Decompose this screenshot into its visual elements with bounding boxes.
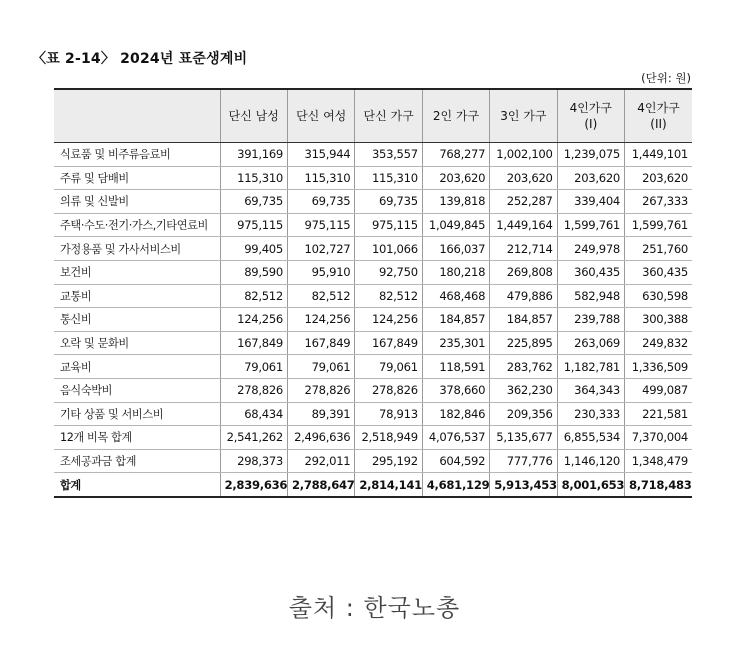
table-cell: 975,115 — [220, 213, 287, 237]
table-cell: 975,115 — [355, 213, 422, 237]
table-cell: 1,336,509 — [625, 355, 693, 379]
column-header-label: 단신 남성 — [228, 109, 279, 123]
table-cell: 1,599,761 — [557, 213, 624, 237]
table-cell: 378,660 — [422, 378, 489, 402]
table-cell: 362,230 — [490, 378, 557, 402]
table-cell: 1,239,075 — [557, 143, 624, 167]
table-cell: 139,818 — [422, 190, 489, 214]
column-header-sub: (I) — [584, 117, 598, 131]
table-cell: 230,333 — [557, 402, 624, 426]
table-cell: 2,814,141 — [355, 473, 422, 497]
row-label: 의류 및 신발비 — [54, 190, 220, 214]
row-label: 통신비 — [54, 308, 220, 332]
table-cell: 69,735 — [355, 190, 422, 214]
table-body — [54, 143, 692, 497]
table-cell: 582,948 — [557, 284, 624, 308]
table-cell: 95,910 — [287, 260, 354, 284]
table-cell: 499,087 — [625, 378, 693, 402]
table-cell: 212,714 — [490, 237, 557, 261]
table-cell: 203,620 — [625, 166, 693, 190]
row-label: 오락 및 문화비 — [54, 331, 220, 355]
table-cell: 252,287 — [490, 190, 557, 214]
table-cell: 360,435 — [557, 260, 624, 284]
table-row — [54, 449, 692, 473]
header-row — [54, 89, 692, 143]
table-cell: 1,002,100 — [490, 143, 557, 167]
row-label: 보건비 — [54, 260, 220, 284]
table-row — [54, 308, 692, 332]
table-cell: 300,388 — [625, 308, 693, 332]
table-cell: 89,391 — [287, 402, 354, 426]
table-cell: 249,978 — [557, 237, 624, 261]
row-label: 식료품 및 비주류음료비 — [54, 143, 220, 167]
table-cell: 102,727 — [287, 237, 354, 261]
table-cell: 2,788,647 — [287, 473, 354, 497]
table-cell: 167,849 — [220, 331, 287, 355]
table-cell: 604,592 — [422, 449, 489, 473]
table-cell: 239,788 — [557, 308, 624, 332]
table-cell: 99,405 — [220, 237, 287, 261]
header-blank — [54, 89, 220, 143]
table-cell: 115,310 — [287, 166, 354, 190]
table-row — [54, 284, 692, 308]
table-row — [54, 331, 692, 355]
column-header — [220, 89, 287, 143]
table-cell: 124,256 — [355, 308, 422, 332]
table-cell: 166,037 — [422, 237, 489, 261]
table-row — [54, 426, 692, 450]
table-cell: 78,913 — [355, 402, 422, 426]
table-cell: 101,066 — [355, 237, 422, 261]
table-cell: 2,839,636 — [220, 473, 287, 497]
table-cell: 203,620 — [490, 166, 557, 190]
source-note: 출처 : 한국노총 — [288, 594, 461, 622]
table-cell: 180,218 — [422, 260, 489, 284]
table-cell: 1,599,761 — [625, 213, 693, 237]
table-cell: 203,620 — [557, 166, 624, 190]
table-cell: 4,681,129 — [422, 473, 489, 497]
table-row — [54, 402, 692, 426]
table-cell: 360,435 — [625, 260, 693, 284]
column-header — [422, 89, 489, 143]
table-cell: 768,277 — [422, 143, 489, 167]
table-cell: 777,776 — [490, 449, 557, 473]
table-cell: 975,115 — [287, 213, 354, 237]
table-cell: 221,581 — [625, 402, 693, 426]
table-cell: 1,146,120 — [557, 449, 624, 473]
table-cell: 79,061 — [287, 355, 354, 379]
table-cell: 69,735 — [287, 190, 354, 214]
table-cell: 278,826 — [355, 378, 422, 402]
table-row — [54, 237, 692, 261]
row-label: 주류 및 담배비 — [54, 166, 220, 190]
table-cell: 69,735 — [220, 190, 287, 214]
row-label: 12개 비목 합계 — [54, 426, 220, 450]
row-label: 교육비 — [54, 355, 220, 379]
table-cell: 89,590 — [220, 260, 287, 284]
table-cell: 1,449,164 — [490, 213, 557, 237]
table-cell: 209,356 — [490, 402, 557, 426]
table-cell: 364,343 — [557, 378, 624, 402]
table-cell: 92,750 — [355, 260, 422, 284]
table-cell: 118,591 — [422, 355, 489, 379]
table-cell: 251,760 — [625, 237, 693, 261]
table-cell: 292,011 — [287, 449, 354, 473]
table-cell: 5,135,677 — [490, 426, 557, 450]
table-row — [54, 143, 692, 167]
table-cell: 79,061 — [355, 355, 422, 379]
table-cell: 8,001,653 — [557, 473, 624, 497]
column-header — [625, 89, 693, 143]
table-cell: 315,944 — [287, 143, 354, 167]
column-header — [355, 89, 422, 143]
row-label: 음식숙박비 — [54, 378, 220, 402]
table-cell: 2,541,262 — [220, 426, 287, 450]
row-label: 가정용품 및 가사서비스비 — [54, 237, 220, 261]
column-header-label: 2인 가구 — [432, 109, 480, 123]
table-cell: 7,370,004 — [625, 426, 693, 450]
table-cell: 468,468 — [422, 284, 489, 308]
row-label: 기타 상품 및 서비스비 — [54, 402, 220, 426]
column-header-label: 3인 가구 — [500, 109, 547, 123]
table-cell: 278,826 — [220, 378, 287, 402]
table-cell: 4,076,537 — [422, 426, 489, 450]
table-cell: 124,256 — [287, 308, 354, 332]
table-cell: 278,826 — [287, 378, 354, 402]
table-cell: 167,849 — [355, 331, 422, 355]
table-cell: 391,169 — [220, 143, 287, 167]
table-cell: 124,256 — [220, 308, 287, 332]
table-cell: 1,049,845 — [422, 213, 489, 237]
column-header-label: 4인가구 — [569, 101, 612, 115]
table-cell: 353,557 — [355, 143, 422, 167]
total-row — [54, 473, 692, 497]
table-cell: 235,301 — [422, 331, 489, 355]
table-cell: 2,518,949 — [355, 426, 422, 450]
table-cell: 630,598 — [625, 284, 693, 308]
table-title: 〈표 2-14〉 2024년 표준생계비 — [32, 51, 248, 67]
table-row — [54, 190, 692, 214]
table-cell: 339,404 — [557, 190, 624, 214]
table-cell: 115,310 — [220, 166, 287, 190]
table-row — [54, 378, 692, 402]
table-cell: 8,718,483 — [625, 473, 693, 497]
row-label: 주택·수도·전기·가스,기타연료비 — [54, 213, 220, 237]
row-label: 교통비 — [54, 284, 220, 308]
table-cell: 479,886 — [490, 284, 557, 308]
table-cell: 184,857 — [422, 308, 489, 332]
row-label: 조세공과금 합계 — [54, 449, 220, 473]
table-cell: 225,895 — [490, 331, 557, 355]
table-cell: 203,620 — [422, 166, 489, 190]
table-cell: 249,832 — [625, 331, 693, 355]
table-cell: 167,849 — [287, 331, 354, 355]
column-header-label: 단신 여성 — [296, 109, 347, 123]
table-cell: 1,182,781 — [557, 355, 624, 379]
table-cell: 2,496,636 — [287, 426, 354, 450]
column-header-sub: (II) — [650, 117, 667, 131]
table-cell: 5,913,453 — [490, 473, 557, 497]
table-row — [54, 260, 692, 284]
table-cell: 267,333 — [625, 190, 693, 214]
column-header — [490, 89, 557, 143]
column-header-label: 4인가구 — [637, 101, 680, 115]
table-cell: 1,449,101 — [625, 143, 693, 167]
table-cell: 283,762 — [490, 355, 557, 379]
table-cell: 82,512 — [287, 284, 354, 308]
table-cell: 269,808 — [490, 260, 557, 284]
row-label: 합계 — [54, 473, 220, 497]
cost-of-living-table — [54, 88, 692, 498]
table-cell: 68,434 — [220, 402, 287, 426]
table-cell: 82,512 — [355, 284, 422, 308]
table-cell: 115,310 — [355, 166, 422, 190]
table-cell: 298,373 — [220, 449, 287, 473]
table-cell: 82,512 — [220, 284, 287, 308]
table-cell: 184,857 — [490, 308, 557, 332]
table-row — [54, 355, 692, 379]
column-header — [287, 89, 354, 143]
table-cell: 182,846 — [422, 402, 489, 426]
unit-label: (단위: 원) — [641, 71, 691, 85]
table-row — [54, 213, 692, 237]
table-cell: 79,061 — [220, 355, 287, 379]
column-header-label: 단신 가구 — [363, 109, 414, 123]
table-cell: 295,192 — [355, 449, 422, 473]
table-cell: 6,855,534 — [557, 426, 624, 450]
column-header — [557, 89, 624, 143]
table-cell: 263,069 — [557, 331, 624, 355]
table-row — [54, 166, 692, 190]
table-cell: 1,348,479 — [625, 449, 693, 473]
